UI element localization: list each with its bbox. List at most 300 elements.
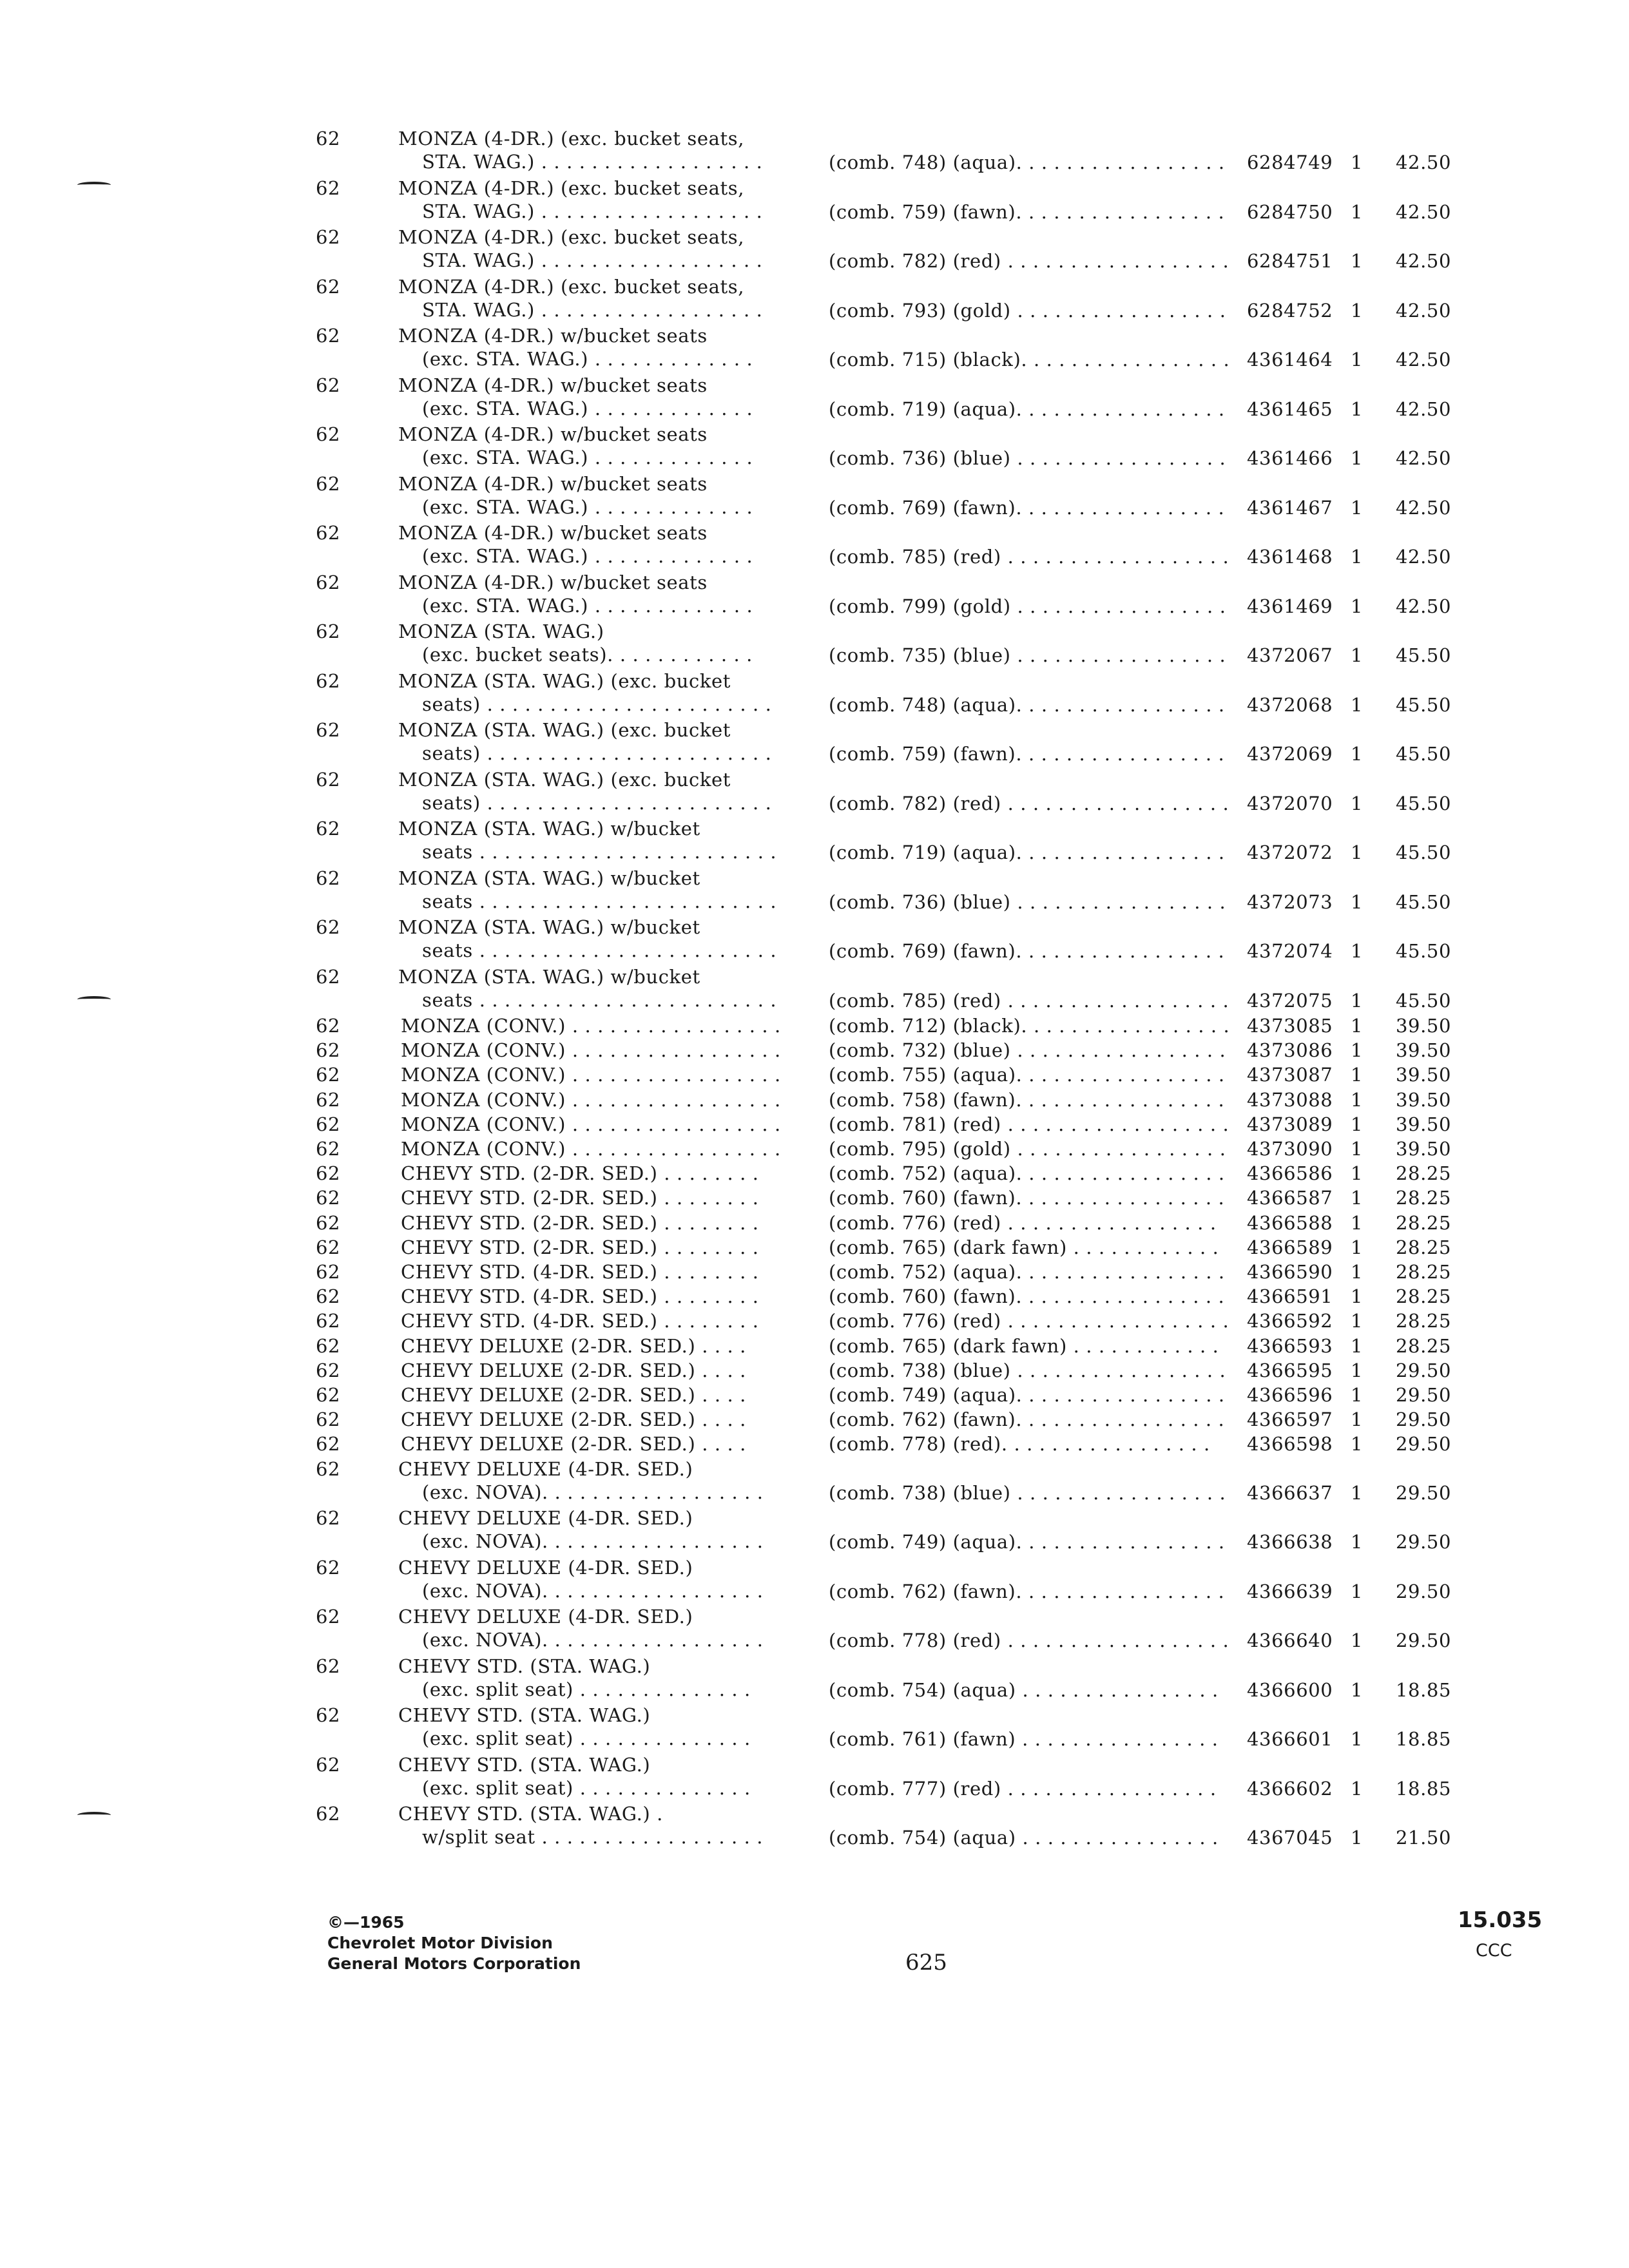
model-description-cont: (exc. bucket seats). . . . . . . . . . . . bbox=[422, 644, 753, 666]
quantity: 1 bbox=[1351, 1384, 1364, 1406]
model-description-cont: seats . . . . . . . . . . . . . . . . . . . . . . . . bbox=[422, 939, 777, 961]
model-description: MONZA (STA. WAG.) w/bucket bbox=[398, 916, 700, 938]
table-row bbox=[0, 670, 1629, 719]
table-row bbox=[0, 1408, 1629, 1433]
part-number: 4372074 bbox=[1247, 940, 1333, 962]
quantity: 1 bbox=[1351, 595, 1364, 617]
quantity: 1 bbox=[1351, 151, 1364, 173]
quantity: 1 bbox=[1351, 1531, 1364, 1553]
model-year: 62 bbox=[316, 1507, 341, 1530]
trim-combination: (comb. 754) (aqua) . . . . . . . . . . . . . . . . bbox=[829, 1827, 1219, 1849]
model-year: 62 bbox=[316, 226, 341, 248]
table-row bbox=[0, 1606, 1629, 1655]
model-description: CHEVY DELUXE (2-DR. SED.) . . . . bbox=[401, 1384, 746, 1406]
part-number: 4372075 bbox=[1247, 989, 1333, 1012]
trim-combination: (comb. 719) (aqua). . . . . . . . . . . . . . . . . bbox=[829, 841, 1225, 863]
price: 42.50 bbox=[1396, 447, 1452, 469]
model-year: 62 bbox=[316, 128, 341, 149]
model-description-cont: (exc. split seat) . . . . . . . . . . . . . . bbox=[422, 1776, 751, 1799]
model-year: 62 bbox=[316, 916, 341, 938]
model-description: CHEVY STD. (4-DR. SED.) . . . . . . . . bbox=[401, 1310, 759, 1332]
part-number: 4366638 bbox=[1247, 1531, 1333, 1553]
model-description: CHEVY DELUXE (2-DR. SED.) . . . . bbox=[401, 1433, 746, 1456]
trim-combination: (comb. 738) (blue) . . . . . . . . . . . . . . . . . bbox=[829, 1481, 1226, 1504]
price: 39.50 bbox=[1396, 1113, 1452, 1135]
trim-combination: (comb. 752) (aqua). . . . . . . . . . . . . . . . . bbox=[829, 1261, 1225, 1283]
part-number: 4373085 bbox=[1247, 1015, 1333, 1037]
part-number: 4372068 bbox=[1247, 693, 1333, 716]
price: 42.50 bbox=[1396, 250, 1452, 272]
price: 29.50 bbox=[1396, 1481, 1452, 1504]
quantity: 1 bbox=[1351, 496, 1364, 519]
model-description: MONZA (4-DR.) (exc. bucket seats, bbox=[398, 177, 745, 199]
model-year: 62 bbox=[316, 620, 341, 642]
table-row bbox=[0, 1433, 1629, 1457]
model-description: MONZA (4-DR.) (exc. bucket seats, bbox=[398, 128, 745, 149]
part-number: 4366590 bbox=[1247, 1261, 1333, 1283]
trim-combination: (comb. 748) (aqua). . . . . . . . . . . . . . . . . bbox=[829, 693, 1225, 716]
part-number: 4366591 bbox=[1247, 1285, 1333, 1308]
table-row bbox=[0, 719, 1629, 768]
model-description: MONZA (4-DR.) w/bucket seats bbox=[398, 325, 708, 347]
table-row bbox=[0, 128, 1629, 177]
model-year: 62 bbox=[316, 1211, 341, 1234]
trim-combination: (comb. 781) (red) . . . . . . . . . . . . . . . . . . bbox=[829, 1113, 1229, 1135]
model-description: CHEVY STD. (2-DR. SED.) . . . . . . . . bbox=[401, 1211, 759, 1234]
table-row bbox=[0, 572, 1629, 620]
model-description: MONZA (STA. WAG.) w/bucket bbox=[398, 818, 700, 840]
price: 28.25 bbox=[1396, 1162, 1452, 1185]
model-description: MONZA (STA. WAG.) bbox=[398, 620, 604, 642]
trim-combination: (comb. 715) (black). . . . . . . . . . . . . . . . . bbox=[829, 349, 1230, 370]
trim-combination: (comb. 777) (red) . . . . . . . . . . . . . . . . . bbox=[829, 1777, 1217, 1800]
part-number: 4366600 bbox=[1247, 1678, 1333, 1701]
model-description-cont: (exc. NOVA). . . . . . . . . . . . . . . . . . bbox=[422, 1629, 764, 1651]
table-row bbox=[0, 1064, 1629, 1088]
model-year: 62 bbox=[316, 1753, 341, 1776]
trim-combination: (comb. 769) (fawn). . . . . . . . . . . . . . . . . bbox=[829, 496, 1225, 519]
price: 39.50 bbox=[1396, 1064, 1452, 1086]
model-year: 62 bbox=[316, 374, 341, 396]
quantity: 1 bbox=[1351, 447, 1364, 469]
part-number: 4372067 bbox=[1247, 644, 1333, 666]
model-description-cont: seats . . . . . . . . . . . . . . . . . . . . . . . . bbox=[422, 841, 777, 863]
model-description-cont: (exc. STA. WAG.) . . . . . . . . . . . . . bbox=[422, 348, 753, 370]
table-row bbox=[0, 769, 1629, 818]
trim-combination: (comb. 752) (aqua). . . . . . . . . . . . . . . . . bbox=[829, 1162, 1225, 1185]
model-description: MONZA (CONV.) . . . . . . . . . . . . . . . . . bbox=[401, 1113, 781, 1135]
trim-combination: (comb. 776) (red) . . . . . . . . . . . . . . . . . . bbox=[829, 1310, 1229, 1332]
trim-combination: (comb. 762) (fawn). . . . . . . . . . . . . . . . . bbox=[829, 1408, 1225, 1431]
trim-combination: (comb. 793) (gold) . . . . . . . . . . . . . . . . . bbox=[829, 299, 1226, 322]
table-row bbox=[0, 1113, 1629, 1138]
part-number: 4366640 bbox=[1247, 1629, 1333, 1652]
trim-combination: (comb. 769) (fawn). . . . . . . . . . . . . . . . . bbox=[829, 940, 1225, 962]
model-description-cont: (exc. STA. WAG.) . . . . . . . . . . . . . bbox=[422, 594, 753, 617]
price: 29.50 bbox=[1396, 1408, 1452, 1431]
model-year: 62 bbox=[316, 1236, 341, 1258]
part-number: 4366639 bbox=[1247, 1580, 1333, 1602]
price: 42.50 bbox=[1396, 200, 1452, 223]
table-row bbox=[0, 1015, 1629, 1039]
model-description-cont: STA. WAG.) . . . . . . . . . . . . . . . . . . bbox=[422, 249, 763, 271]
part-number: 4372073 bbox=[1247, 890, 1333, 913]
part-number: 4366598 bbox=[1247, 1433, 1333, 1456]
quantity: 1 bbox=[1351, 989, 1364, 1012]
division: Chevrolet Motor Division bbox=[327, 1934, 553, 1952]
quantity: 1 bbox=[1351, 1678, 1364, 1701]
table-row bbox=[0, 522, 1629, 571]
price: 39.50 bbox=[1396, 1138, 1452, 1160]
model-year: 62 bbox=[316, 1039, 341, 1062]
quantity: 1 bbox=[1351, 743, 1364, 765]
model-year: 62 bbox=[316, 1359, 341, 1381]
price: 29.50 bbox=[1396, 1580, 1452, 1602]
price: 29.50 bbox=[1396, 1531, 1452, 1553]
part-number: 4361465 bbox=[1247, 398, 1333, 420]
price: 45.50 bbox=[1396, 644, 1452, 666]
price: 45.50 bbox=[1396, 792, 1452, 814]
quantity: 1 bbox=[1351, 546, 1364, 568]
quantity: 1 bbox=[1351, 644, 1364, 666]
quantity: 1 bbox=[1351, 1236, 1364, 1258]
model-year: 62 bbox=[316, 768, 341, 791]
model-year: 62 bbox=[316, 1113, 341, 1135]
model-description-cont: seats . . . . . . . . . . . . . . . . . . . . . . . . bbox=[422, 988, 777, 1011]
price: 42.50 bbox=[1396, 398, 1452, 420]
model-description: CHEVY STD. (STA. WAG.) . bbox=[398, 1803, 663, 1825]
trim-combination: (comb. 736) (blue) . . . . . . . . . . . . . . . . . bbox=[829, 890, 1226, 913]
model-year: 62 bbox=[316, 1704, 341, 1727]
price: 28.25 bbox=[1396, 1236, 1452, 1258]
model-year: 62 bbox=[316, 1138, 341, 1160]
table-row bbox=[0, 1335, 1629, 1360]
quantity: 1 bbox=[1351, 1629, 1364, 1652]
quantity: 1 bbox=[1351, 1728, 1364, 1751]
trim-combination: (comb. 765) (dark fawn) . . . . . . . . . . . . bbox=[829, 1334, 1219, 1357]
part-number: 4373089 bbox=[1247, 1113, 1333, 1135]
price: 28.25 bbox=[1396, 1261, 1452, 1283]
model-year: 62 bbox=[316, 325, 341, 347]
corporation: General Motors Corporation bbox=[327, 1954, 581, 1973]
quantity: 1 bbox=[1351, 1285, 1364, 1308]
part-number: 4361467 bbox=[1247, 496, 1333, 519]
table-row bbox=[0, 276, 1629, 325]
trim-combination: (comb. 761) (fawn) . . . . . . . . . . . . . . . . bbox=[829, 1728, 1219, 1751]
trim-combination: (comb. 795) (gold) . . . . . . . . . . . . . . . . . bbox=[829, 1138, 1226, 1160]
trim-combination: (comb. 778) (red) . . . . . . . . . . . . . . . . . . bbox=[829, 1629, 1229, 1652]
model-description: CHEVY DELUXE (2-DR. SED.) . . . . bbox=[401, 1334, 746, 1357]
table-row bbox=[0, 1261, 1629, 1285]
table-row bbox=[0, 1212, 1629, 1236]
table-row bbox=[0, 1039, 1629, 1064]
table-row bbox=[0, 177, 1629, 226]
model-description: MONZA (STA. WAG.) (exc. bucket bbox=[398, 719, 731, 741]
trim-combination: (comb. 732) (blue) . . . . . . . . . . . . . . . . . bbox=[829, 1039, 1226, 1062]
quantity: 1 bbox=[1351, 1433, 1364, 1456]
table-row bbox=[0, 1187, 1629, 1211]
trim-combination: (comb. 749) (aqua). . . . . . . . . . . . . . . . . bbox=[829, 1384, 1225, 1406]
part-number: 4366596 bbox=[1247, 1384, 1333, 1406]
part-number: 4366601 bbox=[1247, 1728, 1333, 1751]
price: 28.25 bbox=[1396, 1310, 1452, 1332]
table-row bbox=[0, 374, 1629, 423]
quantity: 1 bbox=[1351, 890, 1364, 913]
model-description: MONZA (4-DR.) w/bucket seats bbox=[398, 374, 708, 396]
model-year: 62 bbox=[316, 818, 341, 840]
trim-combination: (comb. 754) (aqua) . . . . . . . . . . . . . . . . bbox=[829, 1678, 1219, 1701]
table-row bbox=[0, 1384, 1629, 1408]
model-description: CHEVY DELUXE (4-DR. SED.) bbox=[398, 1606, 693, 1628]
table-row bbox=[0, 1803, 1629, 1852]
quantity: 1 bbox=[1351, 1211, 1364, 1234]
model-year: 62 bbox=[316, 719, 341, 741]
model-description-cont: (exc. NOVA). . . . . . . . . . . . . . . . . . bbox=[422, 1530, 764, 1553]
quantity: 1 bbox=[1351, 349, 1364, 370]
price: 45.50 bbox=[1396, 890, 1452, 913]
quantity: 1 bbox=[1351, 1261, 1364, 1283]
table-row bbox=[0, 226, 1629, 275]
part-number: 4372069 bbox=[1247, 743, 1333, 765]
table-row bbox=[0, 1655, 1629, 1704]
trim-combination: (comb. 782) (red) . . . . . . . . . . . . . . . . . . bbox=[829, 792, 1229, 814]
quantity: 1 bbox=[1351, 1359, 1364, 1381]
model-description-cont: w/split seat . . . . . . . . . . . . . . . . . . bbox=[422, 1826, 764, 1849]
model-description: MONZA (STA. WAG.) w/bucket bbox=[398, 965, 700, 988]
quantity: 1 bbox=[1351, 1187, 1364, 1209]
part-number: 4373086 bbox=[1247, 1039, 1333, 1062]
quantity: 1 bbox=[1351, 1334, 1364, 1357]
model-year: 62 bbox=[316, 1162, 341, 1185]
model-description: CHEVY STD. (STA. WAG.) bbox=[398, 1655, 651, 1677]
quantity: 1 bbox=[1351, 1408, 1364, 1431]
quantity: 1 bbox=[1351, 693, 1364, 716]
trim-combination: (comb. 712) (black). . . . . . . . . . . . . . . . . bbox=[829, 1015, 1230, 1037]
model-description: CHEVY STD. (4-DR. SED.) . . . . . . . . bbox=[401, 1261, 759, 1283]
price: 45.50 bbox=[1396, 841, 1452, 863]
trim-combination: (comb. 760) (fawn). . . . . . . . . . . . . . . . . bbox=[829, 1285, 1225, 1308]
price: 39.50 bbox=[1396, 1088, 1452, 1111]
model-year: 62 bbox=[316, 1655, 341, 1677]
price: 18.85 bbox=[1396, 1777, 1452, 1800]
table-row bbox=[0, 620, 1629, 669]
table-row bbox=[0, 1507, 1629, 1556]
price: 39.50 bbox=[1396, 1039, 1452, 1062]
model-year: 62 bbox=[316, 177, 341, 199]
table-row bbox=[0, 818, 1629, 867]
table-row bbox=[0, 1754, 1629, 1803]
trim-combination: (comb. 735) (blue) . . . . . . . . . . . . . . . . . bbox=[829, 644, 1226, 666]
quantity: 1 bbox=[1351, 1064, 1364, 1086]
trim-combination: (comb. 785) (red) . . . . . . . . . . . . . . . . . . bbox=[829, 546, 1229, 568]
quantity: 1 bbox=[1351, 1039, 1364, 1062]
model-year: 62 bbox=[316, 867, 341, 889]
quantity: 1 bbox=[1351, 1138, 1364, 1160]
part-number: 4366592 bbox=[1247, 1310, 1333, 1332]
model-description: CHEVY STD. (2-DR. SED.) . . . . . . . . bbox=[401, 1187, 759, 1209]
model-description: MONZA (4-DR.) w/bucket seats bbox=[398, 472, 708, 495]
price: 28.25 bbox=[1396, 1211, 1452, 1234]
model-year: 62 bbox=[316, 1803, 341, 1825]
part-number: 6284751 bbox=[1247, 250, 1333, 272]
model-description-cont: (exc. split seat) . . . . . . . . . . . . . . bbox=[422, 1727, 751, 1750]
table-row bbox=[0, 867, 1629, 916]
model-description-cont: seats) . . . . . . . . . . . . . . . . . . . . . . . bbox=[422, 791, 772, 814]
model-year: 62 bbox=[316, 1457, 341, 1480]
model-year: 62 bbox=[316, 1261, 341, 1283]
section-number: 15.035 bbox=[1458, 1907, 1543, 1933]
trim-combination: (comb. 759) (fawn). . . . . . . . . . . . . . . . . bbox=[829, 200, 1225, 223]
model-year: 62 bbox=[316, 1556, 341, 1579]
price: 45.50 bbox=[1396, 743, 1452, 765]
part-number: 4366637 bbox=[1247, 1481, 1333, 1504]
quantity: 1 bbox=[1351, 1580, 1364, 1602]
model-year: 62 bbox=[316, 1606, 341, 1628]
model-description: CHEVY DELUXE (4-DR. SED.) bbox=[398, 1556, 693, 1579]
copyright: ©—1965 bbox=[327, 1913, 405, 1932]
quantity: 1 bbox=[1351, 200, 1364, 223]
model-description: MONZA (STA. WAG.) (exc. bucket bbox=[398, 669, 731, 692]
part-number: 4373087 bbox=[1247, 1064, 1333, 1086]
quantity: 1 bbox=[1351, 1481, 1364, 1504]
model-description: MONZA (STA. WAG.) (exc. bucket bbox=[398, 768, 731, 791]
model-description: MONZA (CONV.) . . . . . . . . . . . . . . . . . bbox=[401, 1138, 781, 1160]
trim-combination: (comb. 762) (fawn). . . . . . . . . . . . . . . . . bbox=[829, 1580, 1225, 1602]
table-row bbox=[0, 473, 1629, 522]
trim-combination: (comb. 765) (dark fawn) . . . . . . . . . . . . bbox=[829, 1236, 1219, 1258]
part-number: 4361464 bbox=[1247, 349, 1333, 370]
model-description: MONZA (CONV.) . . . . . . . . . . . . . . . . . bbox=[401, 1015, 781, 1037]
price: 18.85 bbox=[1396, 1678, 1452, 1701]
part-number: 4367045 bbox=[1247, 1827, 1333, 1849]
quantity: 1 bbox=[1351, 940, 1364, 962]
quantity: 1 bbox=[1351, 1113, 1364, 1135]
quantity: 1 bbox=[1351, 250, 1364, 272]
price: 42.50 bbox=[1396, 299, 1452, 322]
quantity: 1 bbox=[1351, 1827, 1364, 1849]
model-description: CHEVY STD. (STA. WAG.) bbox=[398, 1753, 651, 1776]
part-number: 4366589 bbox=[1247, 1236, 1333, 1258]
model-description-cont: seats) . . . . . . . . . . . . . . . . . . . . . . . bbox=[422, 693, 772, 715]
model-description-cont: (exc. NOVA). . . . . . . . . . . . . . . . . . bbox=[422, 1579, 764, 1602]
table-row bbox=[0, 1162, 1629, 1187]
model-description: MONZA (4-DR.) (exc. bucket seats, bbox=[398, 226, 745, 248]
part-number: 4373088 bbox=[1247, 1088, 1333, 1111]
quantity: 1 bbox=[1351, 1162, 1364, 1185]
quantity: 1 bbox=[1351, 1777, 1364, 1800]
model-year: 62 bbox=[316, 423, 341, 445]
trim-combination: (comb. 760) (fawn). . . . . . . . . . . . . . . . . bbox=[829, 1187, 1225, 1209]
quantity: 1 bbox=[1351, 841, 1364, 863]
part-number: 4366593 bbox=[1247, 1334, 1333, 1357]
price: 28.25 bbox=[1396, 1334, 1452, 1357]
model-description-cont: (exc. STA. WAG.) . . . . . . . . . . . . . bbox=[422, 545, 753, 567]
model-description-cont: seats . . . . . . . . . . . . . . . . . . . . . . . . bbox=[422, 890, 777, 912]
model-year: 62 bbox=[316, 1433, 341, 1456]
model-description: CHEVY STD. (2-DR. SED.) . . . . . . . . bbox=[401, 1236, 759, 1258]
part-number: 4373090 bbox=[1247, 1138, 1333, 1160]
model-year: 62 bbox=[316, 472, 341, 495]
trim-combination: (comb. 799) (gold) . . . . . . . . . . . . . . . . . bbox=[829, 595, 1226, 617]
quantity: 1 bbox=[1351, 1310, 1364, 1332]
price: 28.25 bbox=[1396, 1187, 1452, 1209]
part-number: 4361469 bbox=[1247, 595, 1333, 617]
price: 45.50 bbox=[1396, 693, 1452, 716]
price: 28.25 bbox=[1396, 1285, 1452, 1308]
table-row bbox=[0, 966, 1629, 1015]
model-description-cont: STA. WAG.) . . . . . . . . . . . . . . . . . . bbox=[422, 151, 763, 173]
trim-combination: (comb. 778) (red). . . . . . . . . . . . . . . . . bbox=[829, 1433, 1210, 1456]
model-year: 62 bbox=[316, 1088, 341, 1111]
price: 29.50 bbox=[1396, 1433, 1452, 1456]
model-description-cont: (exc. STA. WAG.) . . . . . . . . . . . . . bbox=[422, 495, 753, 518]
model-description: CHEVY DELUXE (4-DR. SED.) bbox=[398, 1457, 693, 1480]
part-number: 6284749 bbox=[1247, 151, 1333, 173]
table-row bbox=[0, 1089, 1629, 1113]
table-row bbox=[0, 1138, 1629, 1162]
table-row bbox=[0, 1236, 1629, 1261]
part-number: 4366587 bbox=[1247, 1187, 1333, 1209]
part-number: 6284752 bbox=[1247, 299, 1333, 322]
part-number: 4366597 bbox=[1247, 1408, 1333, 1431]
price: 42.50 bbox=[1396, 349, 1452, 370]
model-description: MONZA (CONV.) . . . . . . . . . . . . . . . . . bbox=[401, 1039, 781, 1062]
model-description: MONZA (CONV.) . . . . . . . . . . . . . . . . . bbox=[401, 1088, 781, 1111]
model-description-cont: (exc. split seat) . . . . . . . . . . . . . . bbox=[422, 1678, 751, 1700]
model-description: MONZA (4-DR.) w/bucket seats bbox=[398, 522, 708, 544]
part-number: 4372070 bbox=[1247, 792, 1333, 814]
model-description-cont: (exc. STA. WAG.) . . . . . . . . . . . . . bbox=[422, 397, 753, 419]
price: 18.85 bbox=[1396, 1728, 1452, 1751]
model-description: MONZA (STA. WAG.) w/bucket bbox=[398, 867, 700, 889]
part-number: 4361466 bbox=[1247, 447, 1333, 469]
price: 29.50 bbox=[1396, 1384, 1452, 1406]
part-number: 4366588 bbox=[1247, 1211, 1333, 1234]
model-year: 62 bbox=[316, 1384, 341, 1406]
part-number: 4366586 bbox=[1247, 1162, 1333, 1185]
model-year: 62 bbox=[316, 1187, 341, 1209]
quantity: 1 bbox=[1351, 398, 1364, 420]
publisher-block bbox=[327, 1912, 581, 1974]
trim-combination: (comb. 738) (blue) . . . . . . . . . . . . . . . . . bbox=[829, 1359, 1226, 1381]
model-description: MONZA (CONV.) . . . . . . . . . . . . . . . . . bbox=[401, 1064, 781, 1086]
model-description: CHEVY STD. (STA. WAG.) bbox=[398, 1704, 651, 1727]
model-description-cont: (exc. NOVA). . . . . . . . . . . . . . . . . . bbox=[422, 1481, 764, 1503]
model-description: CHEVY STD. (4-DR. SED.) . . . . . . . . bbox=[401, 1285, 759, 1308]
price: 42.50 bbox=[1396, 151, 1452, 173]
model-description-cont: (exc. STA. WAG.) . . . . . . . . . . . . . bbox=[422, 447, 753, 468]
model-description: CHEVY DELUXE (2-DR. SED.) . . . . bbox=[401, 1408, 746, 1431]
table-row bbox=[0, 1310, 1629, 1334]
model-description-cont: STA. WAG.) . . . . . . . . . . . . . . . . . . bbox=[422, 298, 763, 321]
table-row bbox=[0, 1704, 1629, 1753]
price: 29.50 bbox=[1396, 1629, 1452, 1652]
model-description-cont: STA. WAG.) . . . . . . . . . . . . . . . . . . bbox=[422, 200, 763, 222]
table-row bbox=[0, 1557, 1629, 1606]
model-year: 62 bbox=[316, 522, 341, 544]
price: 42.50 bbox=[1396, 546, 1452, 568]
trim-combination: (comb. 755) (aqua). . . . . . . . . . . . . . . . . bbox=[829, 1064, 1225, 1086]
price: 42.50 bbox=[1396, 496, 1452, 519]
model-description: MONZA (4-DR.) (exc. bucket seats, bbox=[398, 275, 745, 298]
model-year: 62 bbox=[316, 1334, 341, 1357]
trim-combination: (comb. 785) (red) . . . . . . . . . . . . . . . . . . bbox=[829, 989, 1229, 1012]
section-code: CCC bbox=[1476, 1941, 1512, 1961]
model-year: 62 bbox=[316, 965, 341, 988]
quantity: 1 bbox=[1351, 1088, 1364, 1111]
model-year: 62 bbox=[316, 275, 341, 298]
table-row bbox=[0, 916, 1629, 965]
